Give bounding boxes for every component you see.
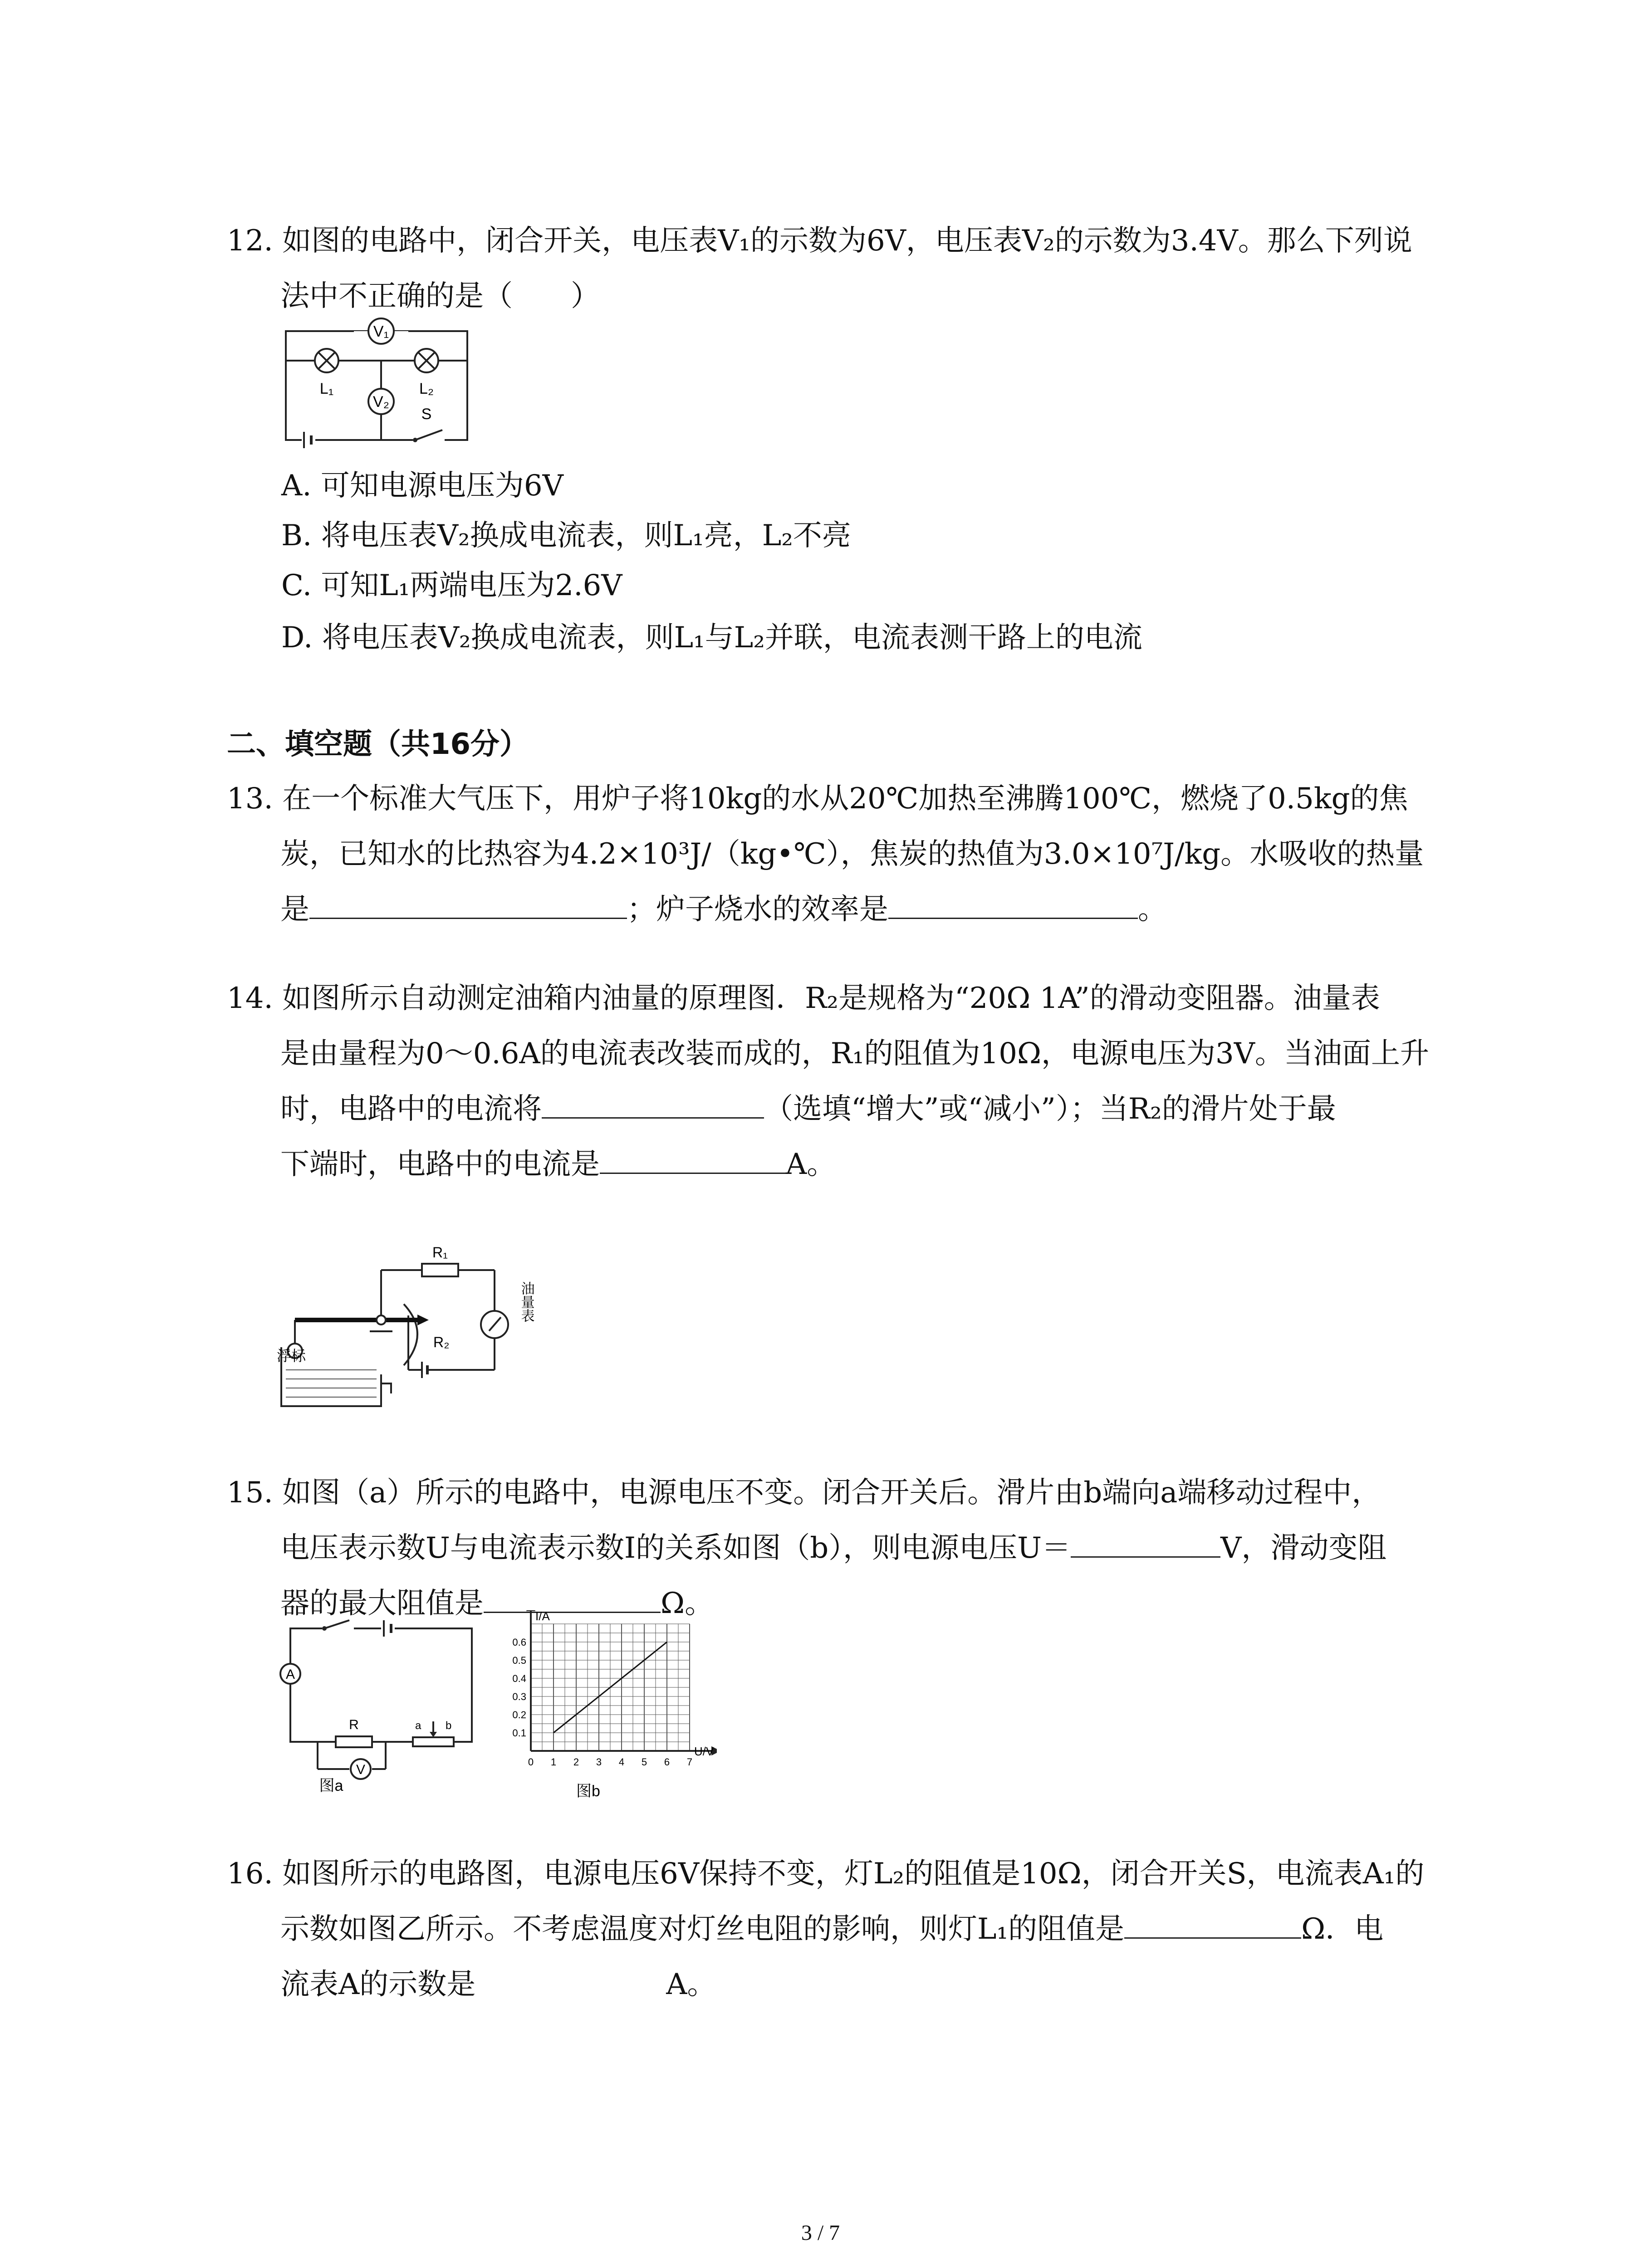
q14-line3-prefix: 时，电路中的电流将 <box>280 1092 542 1126</box>
q15-line1: 如图（a）所示的电路中，电源电压不变。闭合开关后。滑片由b端向a端移动过程中， <box>282 1476 1381 1510</box>
q16-line3-prefix: 流表A的示数是 <box>280 1968 476 2001</box>
q14-blank-current-change[interactable] <box>542 1090 764 1119</box>
q14-oil-gauge-diagram <box>272 1234 554 1415</box>
ammeter-label: A <box>285 1667 295 1682</box>
v1-label: V₁ <box>373 323 389 340</box>
q16-line3-suffix: A。 <box>666 1968 716 2001</box>
r2-label: R₂ <box>433 1334 450 1350</box>
chart-x-axis-label: U/V <box>694 1745 714 1758</box>
l1-label: L₁ <box>319 380 334 397</box>
chart-x-tick-label: 7 <box>686 1756 693 1768</box>
q14-number: 14. <box>227 982 273 1015</box>
chart-y-axis-label: I/A <box>535 1610 550 1623</box>
q13-line3-suffix: 。 <box>1138 893 1167 926</box>
q14-line4-suffix: A。 <box>786 1148 836 1181</box>
q15-figure-a-circuit <box>277 1619 485 1796</box>
resistor-r-symbol <box>336 1736 372 1747</box>
q15-blank-voltage[interactable] <box>1071 1529 1220 1558</box>
chart-y-tick-label: 0.3 <box>512 1691 526 1702</box>
question-14 <box>227 971 1443 1192</box>
l2-label: L₂ <box>419 380 434 397</box>
q12-option-d: D. 将电压表V₂换成电流表，则L₁与L₂并联，电流表测干路上的电流 <box>281 621 1142 655</box>
question-15 <box>227 1465 1443 1631</box>
r1-label: R₁ <box>432 1244 448 1261</box>
oil-meter-label: 油量表 <box>519 1281 534 1322</box>
q14-line1: 如图所示自动测定油箱内油量的原理图．R₂是规格为“20Ω 1A”的滑动变阻器。油量表 <box>282 982 1380 1015</box>
chart-x-tick-label: 0 <box>528 1756 534 1768</box>
q15-figure-b-chart <box>490 1610 717 1801</box>
q13-line2: 炭，已知水的比热容为4.2×10³J/（kg•℃），焦炭的热值为3.0×10⁷J/kg。水吸收的热量 <box>280 837 1424 871</box>
resistor-r1-symbol <box>422 1264 458 1276</box>
q12-number: 12. <box>227 224 273 258</box>
figure-a-caption: 图a <box>319 1777 343 1794</box>
chart-y-tick-label: 0.2 <box>512 1709 526 1721</box>
question-16 <box>227 1846 1443 2012</box>
q13-line1: 在一个标准大气压下，用炉子将10kg的水从20℃加热至沸腾100℃，燃烧了0.5kg的焦 <box>282 782 1408 816</box>
chart-x-tick-label: 1 <box>550 1756 557 1768</box>
q13-line3-middle: ；炉子烧水的效率是 <box>627 893 888 926</box>
q15-line2-suffix: V，滑动变阻 <box>1220 1531 1387 1565</box>
chart-x-tick-label: 6 <box>664 1756 670 1768</box>
q16-line2-prefix: 示数如图乙所示。不考虑温度对灯丝电阻的影响，则灯L₁的阻值是 <box>280 1912 1125 1946</box>
switch-s-label: S <box>421 406 432 423</box>
q12-circuit-diagram <box>277 313 476 458</box>
question-13 <box>227 771 1443 937</box>
terminal-a-label: a <box>415 1720 421 1732</box>
lamp-l1-symbol <box>315 349 338 372</box>
q15-blank-resistance[interactable] <box>484 1584 661 1613</box>
q15-line3-suffix: Ω。 <box>661 1587 714 1620</box>
q12-line2: 法中不正确的是（ ） <box>280 279 600 313</box>
q14-blank-current[interactable] <box>600 1145 786 1174</box>
q16-line2-suffix: Ω．电 <box>1301 1912 1384 1946</box>
q15-line3-prefix: 器的最大阻值是 <box>280 1587 484 1620</box>
q13-number: 13. <box>227 782 273 816</box>
voltmeter-label: V <box>356 1762 366 1777</box>
q15-line2-prefix: 电压表示数U与电流表示数I的关系如图（b），则电源电压U＝ <box>280 1531 1071 1565</box>
figure-b-caption: 图b <box>576 1783 600 1800</box>
rheostat-symbol <box>413 1737 454 1746</box>
chart-x-tick-label: 2 <box>573 1756 579 1768</box>
q12-option-c: C. 可知L₁两端电压为2.6V <box>281 569 622 602</box>
chart-y-tick-label: 0.5 <box>512 1655 526 1666</box>
q13-blank-efficiency[interactable] <box>888 890 1138 919</box>
r-label: R <box>349 1717 359 1732</box>
lamp-l2-symbol <box>415 349 438 372</box>
q16-blank-resistance[interactable] <box>1124 1910 1301 1939</box>
v2-label: V₂ <box>373 393 389 411</box>
q13-blank-heat[interactable] <box>309 890 627 919</box>
section-title: 二、填空题（共16分） <box>227 728 529 761</box>
chart-x-tick-label: 5 <box>641 1756 647 1768</box>
switch-symbol <box>322 1620 354 1635</box>
q15-number: 15. <box>227 1476 273 1510</box>
q16-number: 16. <box>227 1857 273 1891</box>
q13-line3-prefix: 是 <box>280 893 309 926</box>
q14-line4-prefix: 下端时，电路中的电流是 <box>280 1148 600 1181</box>
battery-symbol <box>422 1362 427 1378</box>
chart-y-tick-label: 0.1 <box>512 1727 526 1739</box>
chart-y-tick-label: 0.6 <box>512 1637 526 1648</box>
float-label: 浮标 <box>277 1348 306 1364</box>
page-number: 3 / 7 <box>801 2221 840 2245</box>
q14-line3-suffix: （选填“增大”或“减小”）；当R₂的滑片处于最 <box>764 1092 1336 1126</box>
terminal-b-label: b <box>446 1720 452 1732</box>
q12-option-a: A. 可知电源电压为6V <box>281 469 563 503</box>
chart-y-tick-label: 0.4 <box>512 1673 526 1684</box>
question-12 <box>227 213 1443 324</box>
q16-line1: 如图所示的电路图，电源电压6V保持不变，灯L₂的阻值是10Ω，闭合开关S，电流表A₁的 <box>282 1857 1425 1891</box>
q12-option-b: B. 将电压表V₂换成电流表，则L₁亮，L₂不亮 <box>281 519 851 552</box>
chart-x-tick-label: 3 <box>596 1756 602 1768</box>
chart-x-tick-label: 4 <box>618 1756 625 1768</box>
battery-symbol <box>302 432 315 448</box>
switch-symbol <box>413 430 445 445</box>
q14-line2: 是由量程为0～0.6A的电流表改装而成的，R₁的阻值为10Ω，电源电压为3V。当油面上升 <box>280 1037 1429 1070</box>
battery-symbol <box>381 1620 395 1637</box>
q12-line1: 如图的电路中，闭合开关，电压表V₁的示数为6V，电压表V₂的示数为3.4V。那么下列说 <box>282 224 1412 258</box>
